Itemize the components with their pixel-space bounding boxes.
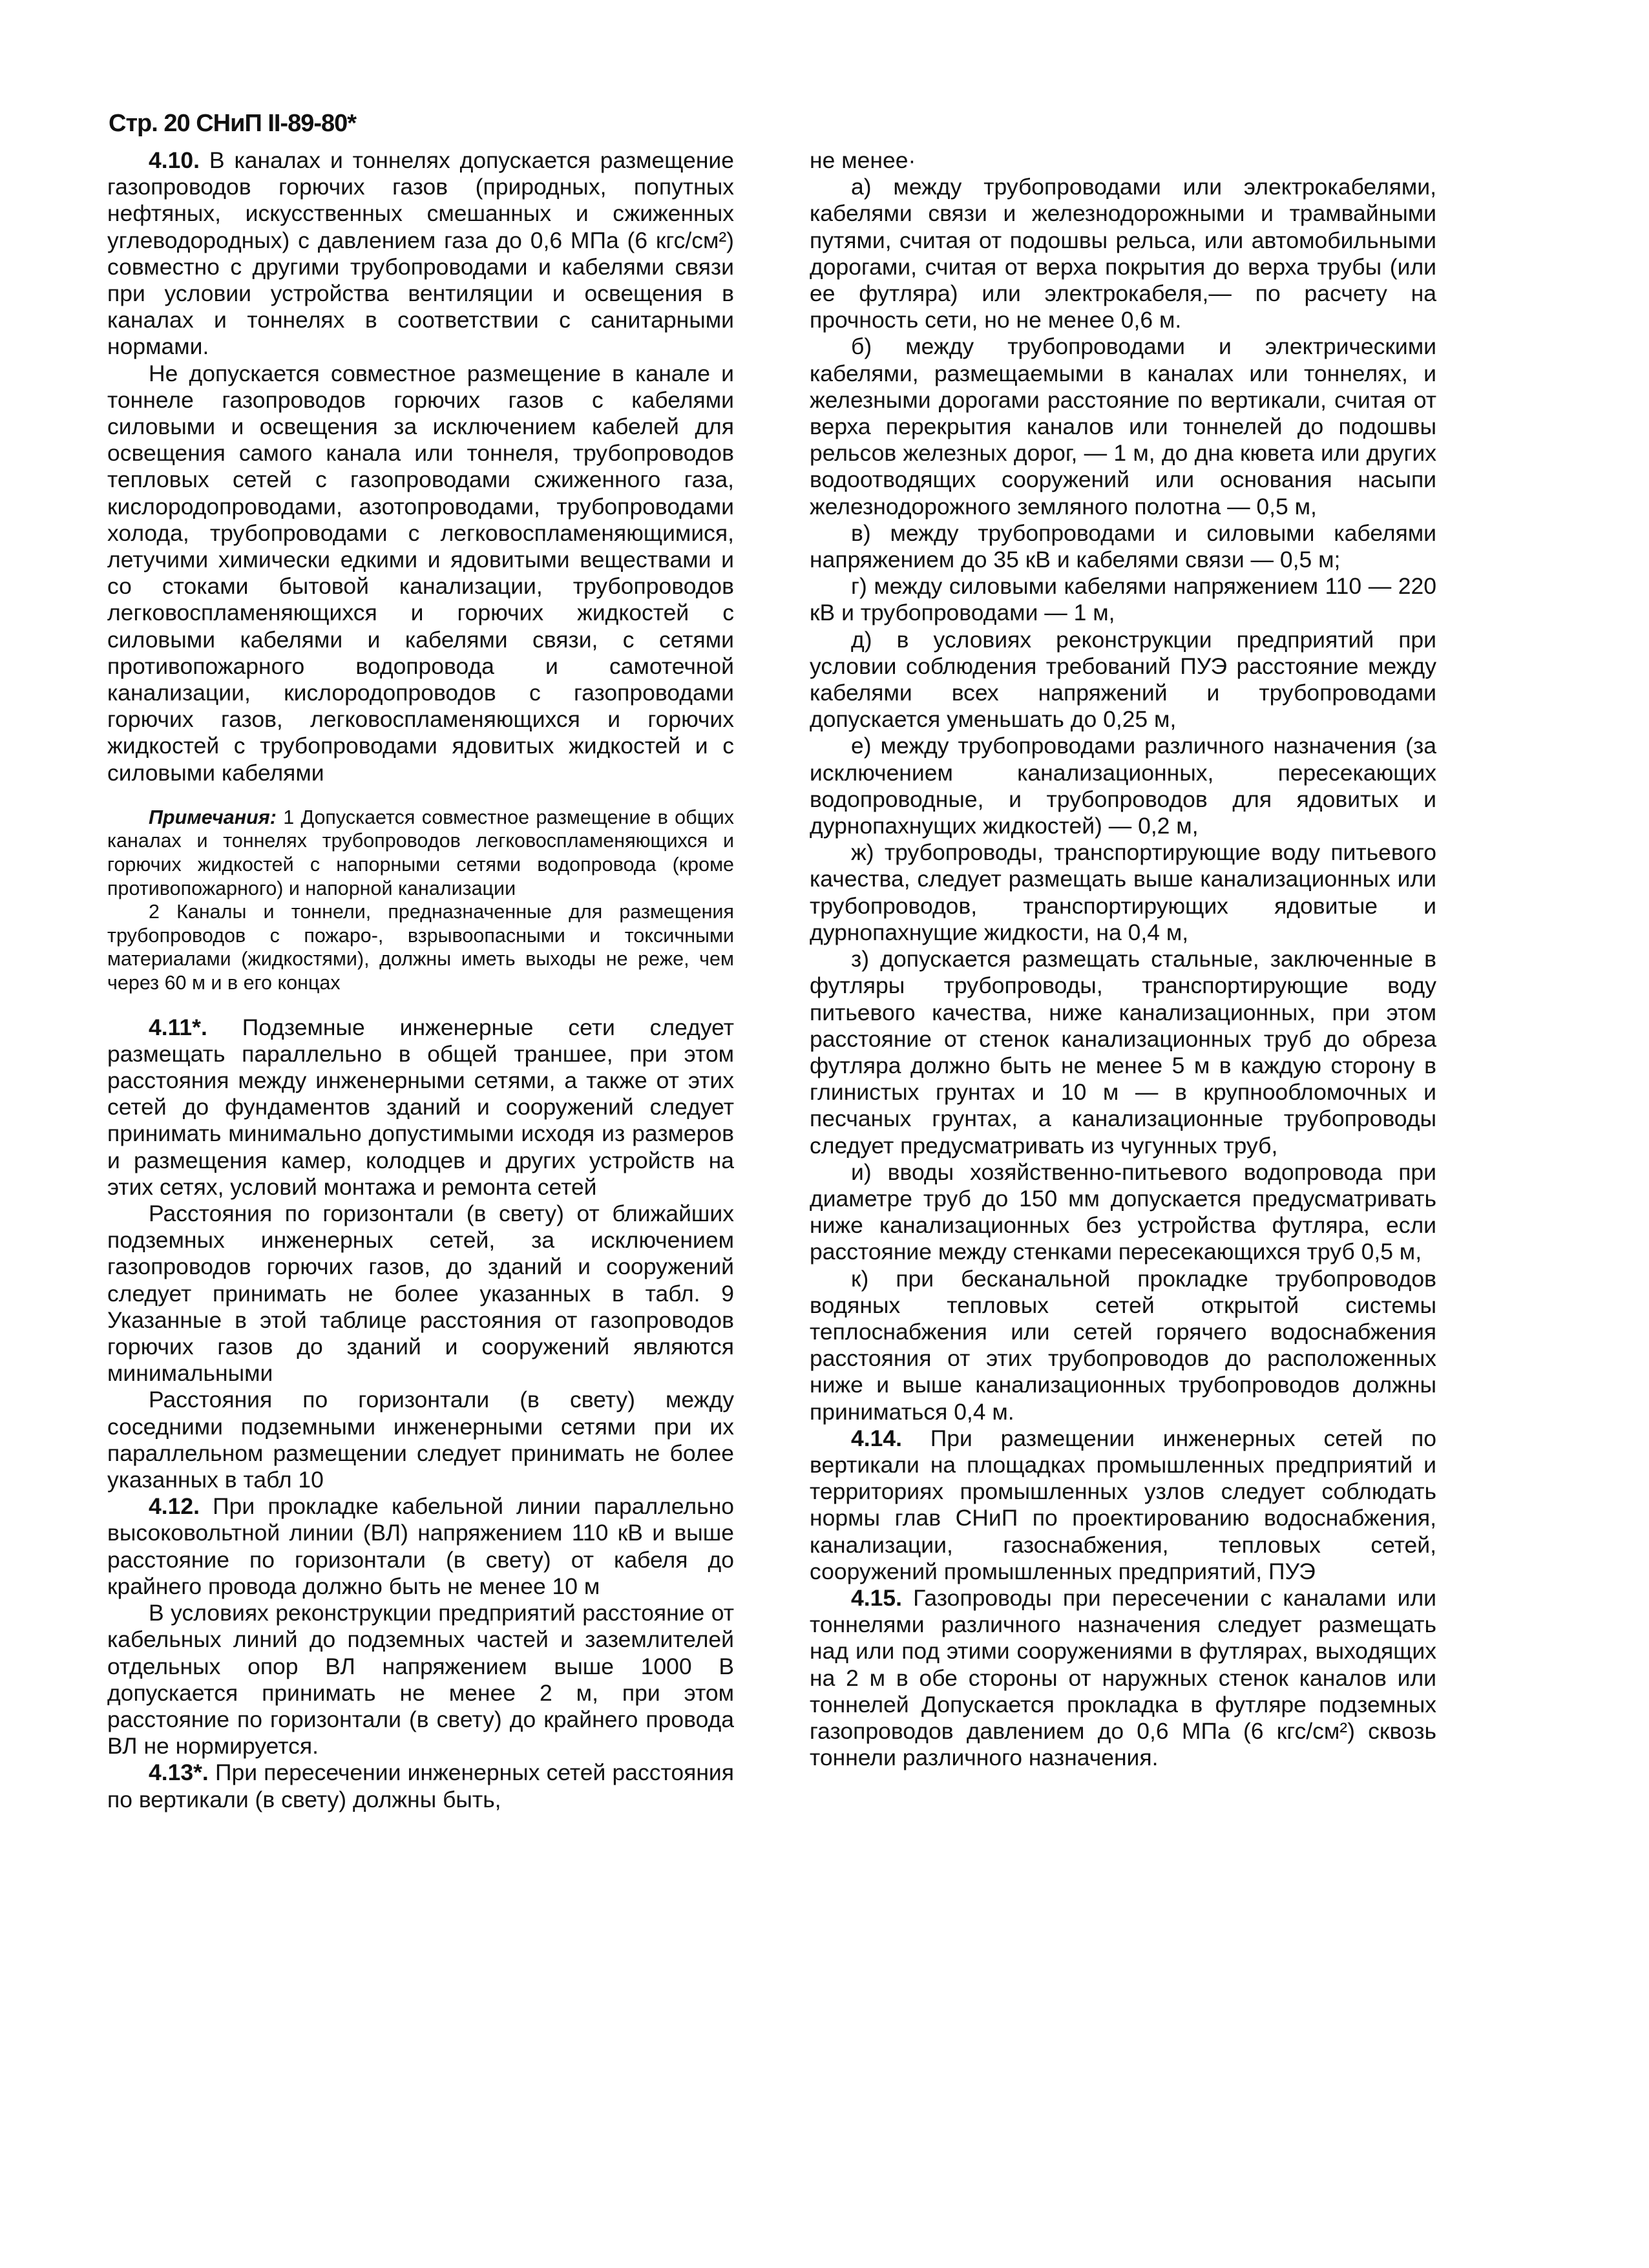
paragraph-4-10-prohibition: Не допускается совместное размещение в канале и тоннеле газопроводов горючих газов с кабелями силовыми и освещения за исключением кабелей для освещения самого канала или тоннеля, трубопроводов тепловых сетей с газопроводами сжиженного газа, кислородопроводами, азотопроводами, трубопроводами холода, трубопроводами с легковоспламеняющимися, летучими химически едкими и ядовитыми веществами и со стоками бытовой канализации, трубопроводов легковоспламеняющихся и горючих жидкостей с силовыми кабелями и кабелями связи, с сетями противопожарного водопровода и самотечной канализации, кислородопроводов с газопроводами горючих газов, легковоспламеняющихся и горючих жидкостей с трубопроводами ядовитых жидкостей и с силовыми кабелями [107, 360, 734, 786]
paragraph-horizontal-distances: Расстояния по горизонтали (в свету) от ближайших подземных инженерных сетей, за исключением газопроводов горючих газов, до зданий и сооружений следует принимать не более указанных в табл. 9 Указанные в этой таблице расстояния от газопроводов горючих газов до зданий и сооружений являются минимальными [107, 1201, 734, 1387]
paragraph-4-14 [810, 1425, 1436, 1585]
left-column [107, 147, 734, 1813]
clause-number: 4.11*. [149, 1014, 207, 1040]
item-d: д) в условиях реконструкции предприятий при условии соблюдения требований ПУЭ расстояние между кабелями всех напряжений и трубопроводами допускается уменьшать до 0,25 м, [810, 626, 1436, 733]
paragraph-text: При прокладке кабельной линии параллельно высоковольтной линии (ВЛ) напряжением 110 кВ и выше расстояние по горизонтали (в свету) от кабеля до крайнего провода должно быть не менее 10 м [107, 1493, 734, 1599]
clause-number: 4.10. [149, 147, 200, 173]
clause-number: 4.15. [851, 1584, 902, 1611]
paragraph-text: В каналах и тоннелях допускается размещение газопроводов горючих газов (природных, попутных нефтяных, искусственных смешанных и сжиженных углеводородных) с давлением газа до 0,6 МПа (6 кгс/см²) совместно с другими трубопроводами и кабелями связи при условии устройства вентиляции и освещения в каналах и тоннелях в соответствии с санитарными нормами. [107, 147, 734, 360]
paragraph-4-11 [107, 1014, 734, 1201]
notes-block [107, 806, 734, 995]
item-g: г) между силовыми кабелями напряжением 110 — 220 кВ и трубопроводами — 1 м, [810, 573, 1436, 626]
paragraph-text: При пересечении инженерных сетей расстояния по вертикали (в свету) должны быть, [107, 1759, 734, 1812]
note-1 [107, 806, 734, 900]
continuation-line: не менее· [810, 147, 916, 173]
item-i: и) вводы хозяйственно-питьевого водопровода при диаметре труб до 150 мм допускается предусматривать ниже канализационных без устройства футляра, если расстояние между стенками пересекающихся труб 0,5 м, [810, 1159, 1436, 1265]
note-text: 1 Допускается совместное размещение в общих каналах и тоннелях трубопроводов легковоспламеняющихся и горючих жидкостей с напорными сетями водопровода (кроме противопожарного) и напорной канализации [107, 806, 734, 899]
paragraph-4-15 [810, 1585, 1436, 1771]
item-e: е) между трубопроводами различного назначения (за исключением канализационных, пересекающих водопроводные, и трубопроводов для ядовитых и дурнопахнущих жидкостей) — 0,2 м, [810, 733, 1436, 839]
right-column [810, 147, 1436, 1771]
item-zh: ж) трубопроводы, транспортирующие воду питьевого качества, следует размещать выше канализационных или трубопроводов, транспортирующих ядовитые и дурнопахнущие жидкости, на 0,4 м, [810, 839, 1436, 945]
note-2: 2 Каналы и тоннели, предназначенные для размещения трубопроводов с пожаро-, взрывоопасными и токсичными материалами (жидкостями), должны иметь выходы не реже, чем через 60 м и в его концах [107, 901, 734, 994]
paragraph-4-13 [107, 1759, 734, 1812]
clause-number: 4.12. [149, 1493, 200, 1520]
notes-label: Примечания: [149, 806, 277, 828]
paragraph-reconstruction: В условиях реконструкции предприятий расстояние от кабельных линий до подземных частей и заземлителей отдельных опор ВЛ напряжением выше 1000 В допускается принимать не менее 2 м, при этом расстояние по горизонтали (в свету) до крайнего провода ВЛ не нормируется. [107, 1600, 734, 1759]
running-head: Стр. 20 СНиП II-89-80* [109, 110, 357, 137]
item-k: к) при бесканальной прокладке трубопроводов водяных тепловых сетей открытой системы теплоснабжения или сетей горячего водоснабжения расстояния от этих трубопроводов до расположенных ниже и выше канализационных трубопроводов должны приниматься 0,4 м. [810, 1265, 1436, 1425]
item-a: а) между трубопроводами или электрокабелями, кабелями связи и железнодорожными и трамвайными путями, считая от подошвы рельса, или автомобильными дорогами, считая от верха покрытия до верха трубы (или ее футляра) или электрокабеля,— по расчету на прочность сети, но не менее 0,6 м. [810, 174, 1436, 333]
paragraph-4-12 [107, 1493, 734, 1600]
item-v: в) между трубопроводами и силовыми кабелями напряжением до 35 кВ и кабелями связи — 0,5 м; [810, 520, 1436, 573]
paragraph-text: Подземные инженерные сети следует размещать параллельно в общей траншее, при этом расстояния между инженерными сетями, а также от этих сетей до фундаментов зданий и сооружений следует принимать минимально допустимыми исходя из размеров и размещения камер, колодцев и других устройств на этих сетях, условий монтажа и ремонта сетей [107, 1014, 734, 1200]
paragraph-text: При размещении инженерных сетей по вертикали на площадках промышленных предприятий и территориях промышленных узлов следует соблюдать нормы глав СНиП по проектированию водоснабжения, канализации, газоснабжения, тепловых сетей, сооружений промышленных предприятий, ПУЭ [810, 1425, 1436, 1584]
paragraph-4-10 [107, 147, 734, 361]
clause-number: 4.14. [851, 1425, 902, 1451]
clause-number: 4.13*. [149, 1759, 209, 1786]
paragraph-text: Газопроводы при пересечении с каналами или тоннелями различного назначения следует размещать над или под этими сооружениями в футлярах, выходящих на 2 м в обе стороны от наружных стенок каналов или тоннелей Допускается прокладка в футляре подземных газопроводов давлением до 0,6 МПа (6 кгс/см²) сквозь тоннели различного назначения. [810, 1584, 1436, 1771]
item-z: з) допускается размещать стальные, заключенные в футляры трубопроводы, транспортирующие воду питьевого качества, ниже канализационных, при этом расстояние от стенок канализационных труб до обреза футляра должно быть не менее 5 м в каждую сторону в глинистых грунтах и 10 м — в крупнообломочных и песчаных грунтах, а канализационные трубопроводы следует предусматривать из чугунных труб, [810, 946, 1436, 1159]
item-b: б) между трубопроводами и электрическими кабелями, размещаемыми в каналах или тоннелях, и железными дорогами расстояние по вертикали, считая от верха перекрытия каналов или тоннелей до подошвы рельсов железных дорог, — 1 м, до дна кювета или других водоотводящих сооружений или основания насыпи железнодорожного земляного полотна — 0,5 м, [810, 333, 1436, 520]
paragraph-parallel-networks: Расстояния по горизонтали (в свету) между соседними подземными инженерными сетями при их параллельном размещении следует принимать не более указанных в табл 10 [107, 1387, 734, 1493]
